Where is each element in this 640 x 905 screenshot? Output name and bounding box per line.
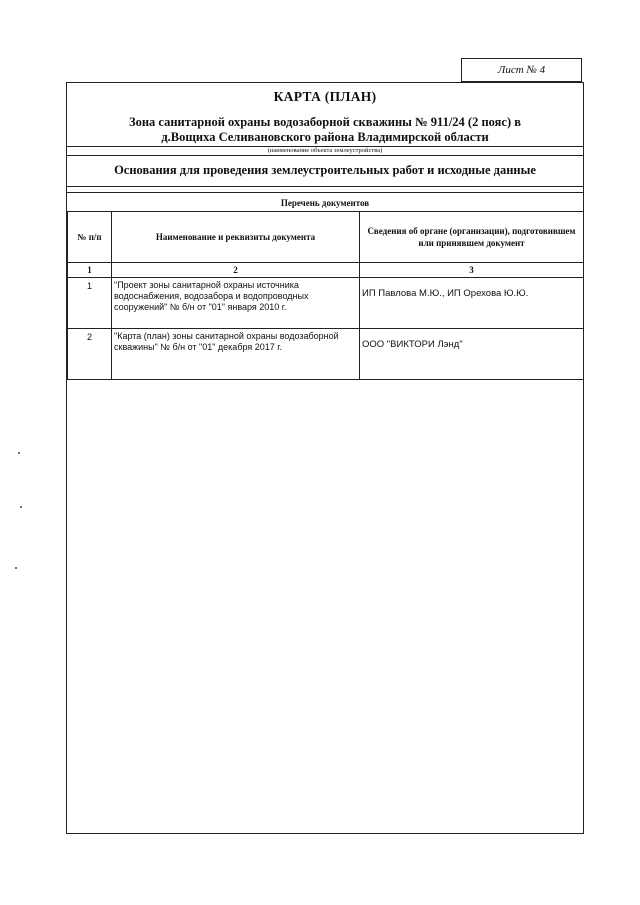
document-organization: ООО "ВИКТОРИ Лэнд" [360,329,584,380]
column-number: 1 [68,263,112,278]
scan-speck [18,452,20,454]
table-row [68,278,584,329]
column-header-organization: Сведения об органе (организации), подготовившем или принявшем документ [360,212,584,263]
row-number: 2 [68,329,112,380]
column-header-number: № п/п [68,212,112,263]
document-frame [66,82,584,834]
column-numbers-row [68,263,584,278]
documents-table [67,211,584,380]
document-name: "Проект зоны санитарной охраны источника водоснабжения, водозабора и водопроводных сооружений" № б/н от "01" января 2010 г. [112,278,360,329]
divider [67,192,583,193]
object-caption: (наименование объекта землеустройства) [267,147,383,154]
object-name-line-2: д.Вощиха Селивановского района Владимирской области [161,130,489,144]
document-organization: ИП Павлова М.Ю., ИП Орехова Ю.Ю. [360,278,584,329]
document-name: "Карта (план) зоны санитарной охраны водозаборной скважины" № б/н от "01" декабря 2017 г. [112,329,360,380]
column-number: 3 [360,263,584,278]
sheet-number [461,58,582,82]
scan-speck [20,506,22,508]
table-header-row [68,212,584,263]
column-number: 2 [112,263,360,278]
divider [67,186,583,187]
row-number: 1 [68,278,112,329]
table-row [68,329,584,380]
sheet-number-label: Лист № 4 [497,64,546,76]
title-block [67,83,583,147]
object-name [67,115,583,145]
divider [67,155,583,156]
document-title: КАРТА (ПЛАН) [273,89,377,104]
section-heading: Основания для проведения землеустроительных работ и исходные данные [114,163,536,177]
column-header-document: Наименование и реквизиты документа [112,212,360,263]
object-name-line-1: Зона санитарной охраны водозаборной скважины № 911/24 (2 пояс) в [128,115,522,129]
documents-list-heading: Перечень документов [280,198,370,208]
scan-speck [15,567,17,569]
